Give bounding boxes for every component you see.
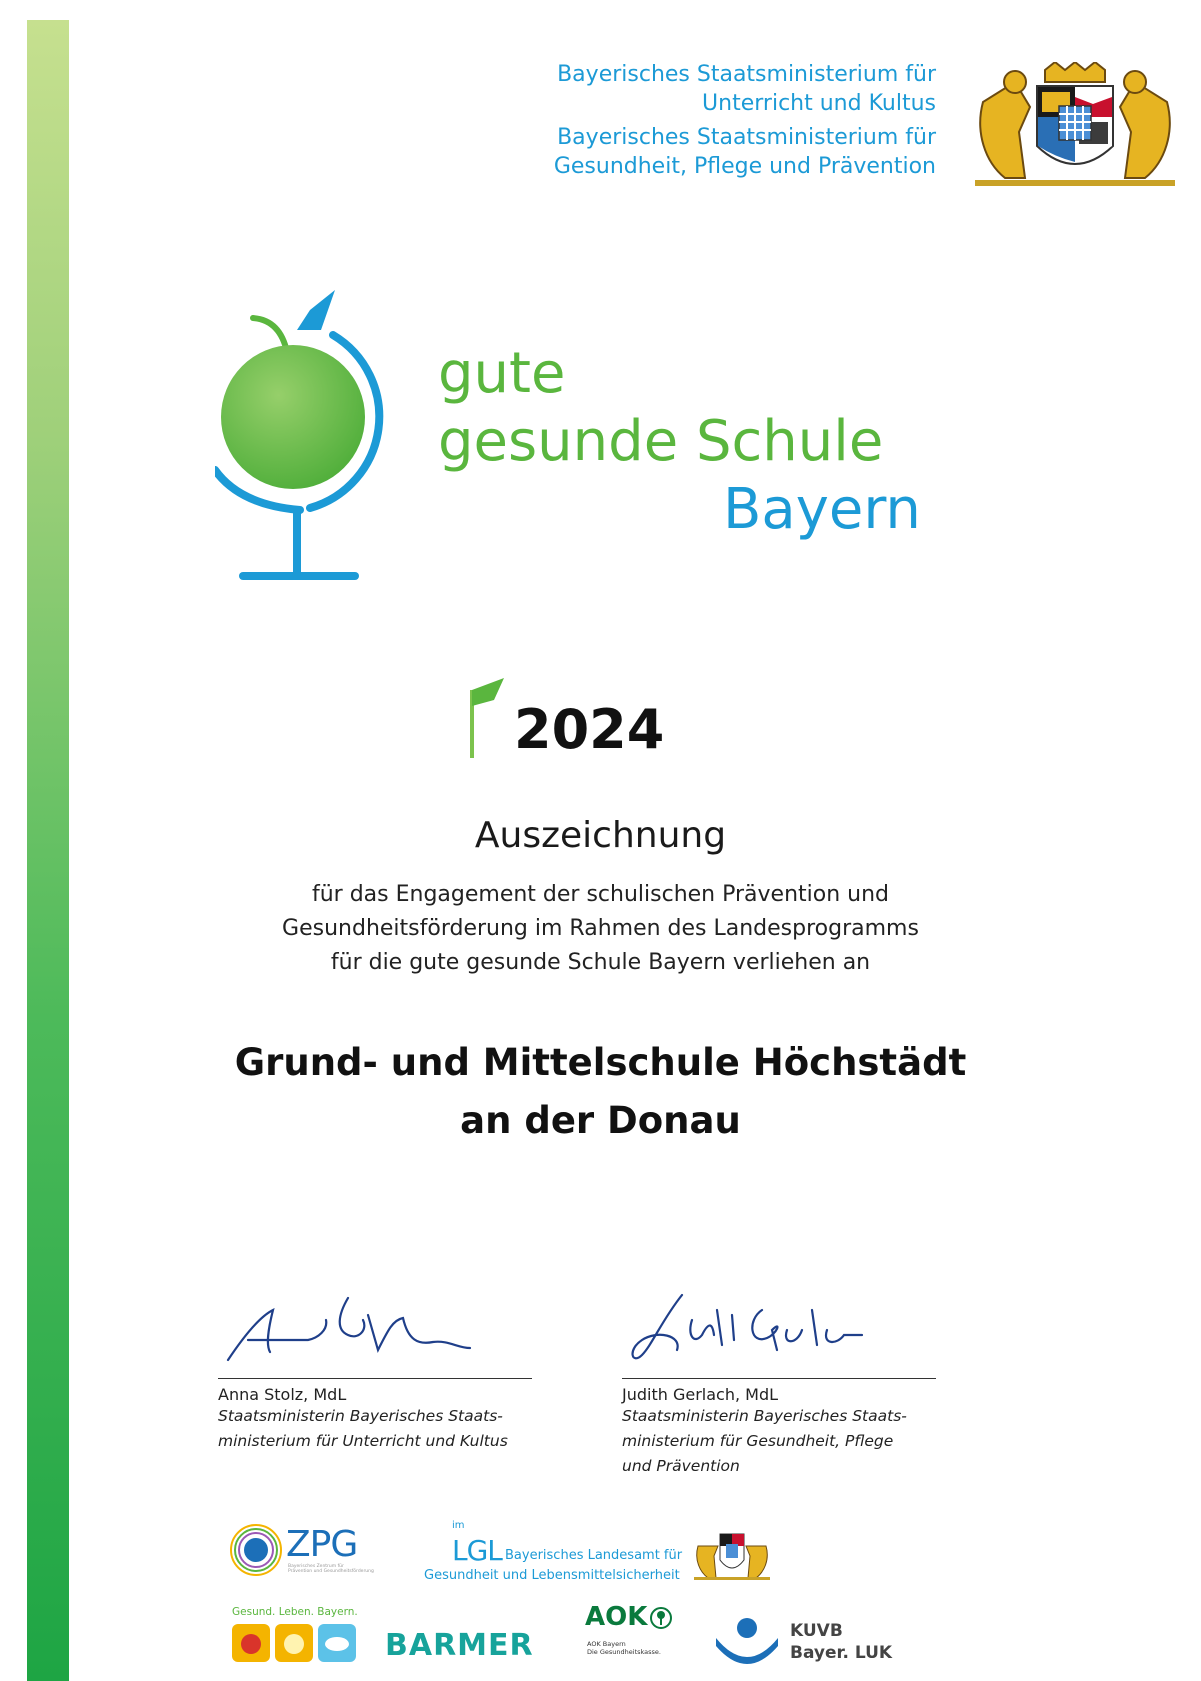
signer-role-line1-stolz: Staatsministerin Bayerisches Staats- [218, 1407, 503, 1425]
award-title: Auszeichnung [474, 815, 727, 856]
signer-name-stolz: Anna Stolz, MdL [218, 1385, 347, 1404]
globe-apple-logo-icon [215, 290, 415, 580]
glb-tiles-icon [232, 1622, 356, 1664]
zpg-logo [228, 1518, 403, 1584]
award-description [0, 878, 1201, 980]
ministry-culture [416, 60, 936, 118]
lgl-logo [424, 1520, 774, 1586]
ministry-header [416, 60, 936, 186]
school-name-line1: Grund- und Mittelschule Höchstädt [234, 1041, 967, 1084]
signer-role-line2-stolz: ministerium für Unterricht und Kultus [218, 1432, 508, 1450]
school-name-line2: an der Donau [460, 1099, 741, 1142]
glb-label: Gesund. Leben. Bayern. [232, 1606, 358, 1618]
signer-role-line1-gerlach: Staatsministerin Bayerisches Staats- [622, 1407, 907, 1425]
flag-icon [466, 678, 506, 760]
aok-subtitle [587, 1640, 661, 1656]
award-desc-line1: für das Engagement der schulischen Prävention und [311, 882, 890, 907]
ministry-health-line1: Bayerisches Staatsministerium für [557, 125, 936, 150]
kuvb-label [790, 1620, 892, 1664]
school-name [0, 1034, 1201, 1150]
award-desc-line3: für die gute gesunde Schule Bayern verliehen an [330, 950, 871, 975]
year-block [466, 678, 664, 760]
signer-name-gerlach: Judith Gerlach, MdL [622, 1385, 779, 1404]
signature-line-right [622, 1378, 936, 1379]
kuvb-logo [714, 1614, 894, 1670]
lgl-label: LGL [452, 1534, 502, 1567]
kuvb-label-line2: Bayer. LUK [790, 1643, 893, 1663]
signer-role-line3-gerlach: und Prävention [622, 1457, 740, 1475]
lgl-line2: Gesundheit und Lebensmittelsicherheit [424, 1568, 680, 1583]
zpg-subtitle-line2: Prävention und Gesundheitsförderung [288, 1569, 374, 1574]
barmer-logo: BARMER [385, 1628, 534, 1663]
signature-gerlach-image [622, 1290, 882, 1370]
kuvb-label-line1: KUVB [790, 1621, 843, 1641]
award-year: 2024 [514, 698, 665, 761]
logo-line-gute: gute [438, 341, 566, 406]
signature-block-gerlach [622, 1290, 936, 1479]
aok-tree-icon [649, 1606, 673, 1630]
lgl-coat-of-arms-icon [694, 1528, 770, 1580]
signature-stolz-image [218, 1290, 478, 1370]
award-desc-line2: Gesundheitsförderung im Rahmen des Landesprogramms [282, 916, 919, 941]
ministry-health-line2: Gesundheit, Pflege und Prävention [553, 154, 936, 179]
zpg-subtitle-line1: Bayerisches Zentrum für [288, 1564, 344, 1569]
signature-line-left [218, 1378, 532, 1379]
lgl-line1: Bayerisches Landesamt für [505, 1548, 683, 1563]
ministry-culture-line2: Unterricht und Kultus [702, 91, 936, 116]
aok-subtitle-line2: Die Gesundheitskasse. [587, 1648, 661, 1656]
zpg-circle-icon [228, 1522, 284, 1578]
ministry-culture-line1: Bayerisches Staatsministerium für [557, 62, 936, 87]
program-logo-text [438, 340, 921, 544]
lgl-im-label: im [452, 1520, 465, 1531]
signer-role-line2-gerlach: ministerium für Gesundheit, Pflege [622, 1432, 894, 1450]
zpg-label: ZPG [286, 1524, 358, 1565]
ministry-health [416, 123, 936, 181]
signature-block-stolz [218, 1290, 532, 1454]
aok-label: AOK [585, 1602, 648, 1632]
aok-subtitle-line1: AOK Bayern [587, 1640, 626, 1648]
gesund-leben-bayern-logo [232, 1606, 356, 1664]
logo-line-gesunde-schule: gesunde Schule [438, 409, 884, 474]
logo-line-bayern: Bayern [723, 477, 921, 542]
zpg-subtitle [288, 1564, 374, 1574]
aok-logo [585, 1602, 685, 1666]
bavarian-coat-of-arms-icon [975, 62, 1175, 188]
kuvb-emblem-icon [714, 1616, 780, 1668]
